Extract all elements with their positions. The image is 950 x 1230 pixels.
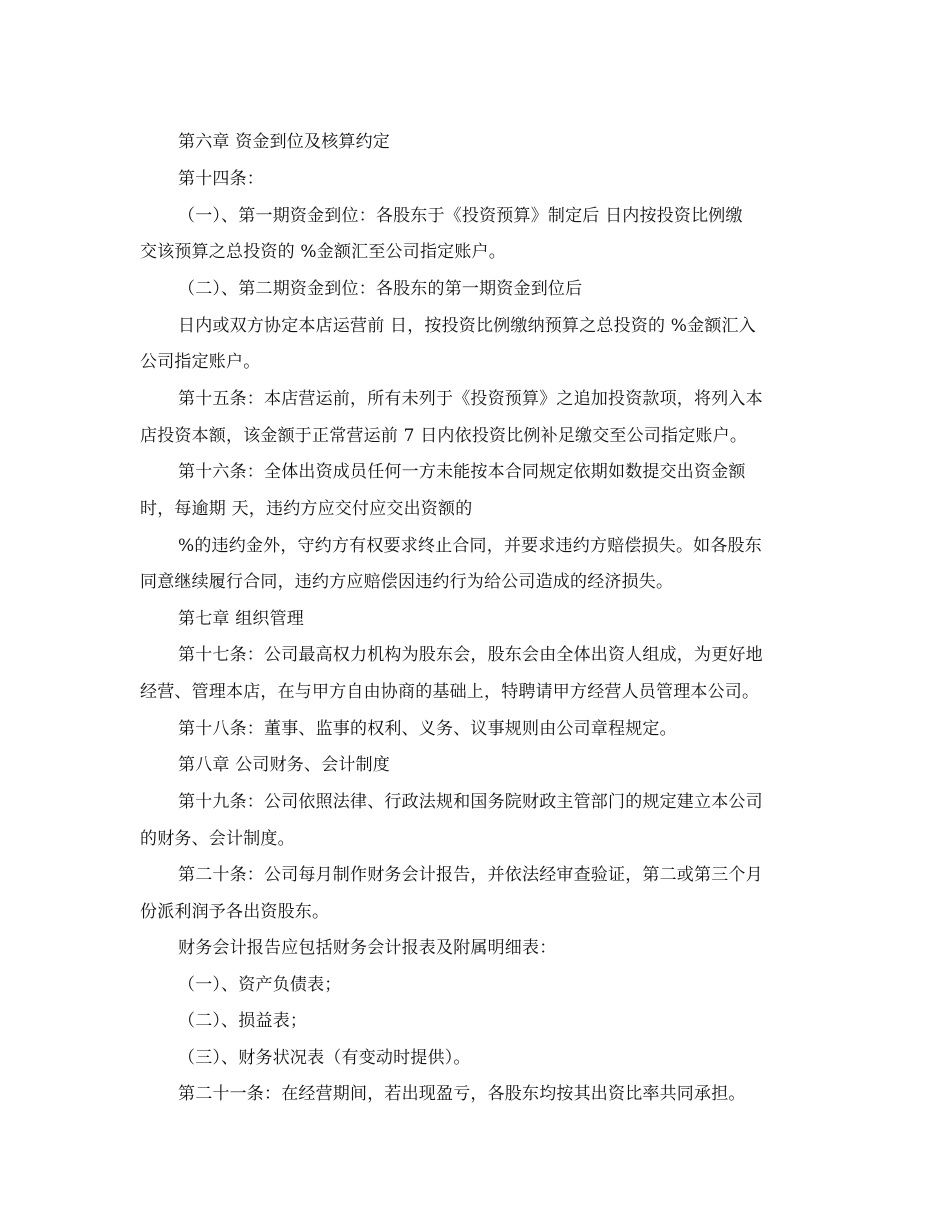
chapter-8-heading: 第八章 公司财务、会计制度 xyxy=(178,755,391,775)
text-line: 公司指定账户。 xyxy=(140,352,261,372)
text-line: %的违约金外，守约方有权要求终止合同，并要求违约方赔偿损失。如各股东 xyxy=(178,536,762,556)
list-item: （二）、损益表； xyxy=(178,1011,308,1031)
article-14-heading: 第十四条： xyxy=(178,169,264,189)
text-line: 时，每逾期 天，违约方应交付应交出资额的 xyxy=(140,499,473,519)
text-line: 份派利润予各出资股东。 xyxy=(140,902,330,922)
text-line: 店投资本额，该金额于正常营运前 7 日内依投资比例补足缴交至公司指定账户。 xyxy=(140,426,748,446)
article-19-text: 第十九条：公司依照法律、行政法规和国务院财政主管部门的规定建立本公司 xyxy=(178,792,763,812)
text-line: 同意继续履行合同，违约方应赔偿因违约行为给公司造成的经济损失。 xyxy=(140,572,674,592)
article-21-text: 第二十一条：在经营期间，若出现盈亏，各股东均按其出资比率共同承担。 xyxy=(178,1084,746,1104)
article-16-text: 第十六条：全体出资成员任何一方未能按本合同规定依期如数提交出资金额 xyxy=(178,462,746,482)
text-line: 经营、管理本店，在与甲方自由协商的基础上，特聘请甲方经营人员管理本公司。 xyxy=(140,682,760,702)
article-17-text: 第十七条：公司最高权力机构为股东会，股东会由全体出资人组成，为更好地 xyxy=(178,645,763,665)
text-line: 财务会计报告应包括财务会计报表及附属明细表： xyxy=(178,938,557,958)
article-20-text: 第二十条：公司每月制作财务会计报告，并依法经审查验证，第二或第三个月 xyxy=(178,865,763,885)
text-line: 的财务、会计制度。 xyxy=(140,829,295,849)
text-line: 交该预算之总投资的 %金额汇至公司指定账户。 xyxy=(140,242,506,262)
text-line: （二）、第二期资金到位：各股东的第一期资金到位后 xyxy=(178,279,583,299)
text-line: （一）、第一期资金到位：各股东于《投资预算》制定后 日内按投资比例缴 xyxy=(178,206,743,226)
article-18-text: 第十八条：董事、监事的权利、义务、议事规则由公司章程规定。 xyxy=(178,719,677,739)
chapter-6-heading: 第六章 资金到位及核算约定 xyxy=(178,132,391,152)
text-line: 日内或双方协定本店运营前 日，按投资比例缴纳预算之总投资的 %金额汇入 xyxy=(178,316,756,336)
chapter-7-heading: 第七章 组织管理 xyxy=(178,609,305,629)
article-15-text: 第十五条：本店营运前，所有未列于《投资预算》之追加投资款项，将列入本 xyxy=(178,389,763,409)
list-item: （三）、财务状况表（有变动时提供）。 xyxy=(178,1048,471,1068)
list-item: （一）、资产负债表； xyxy=(178,975,342,995)
